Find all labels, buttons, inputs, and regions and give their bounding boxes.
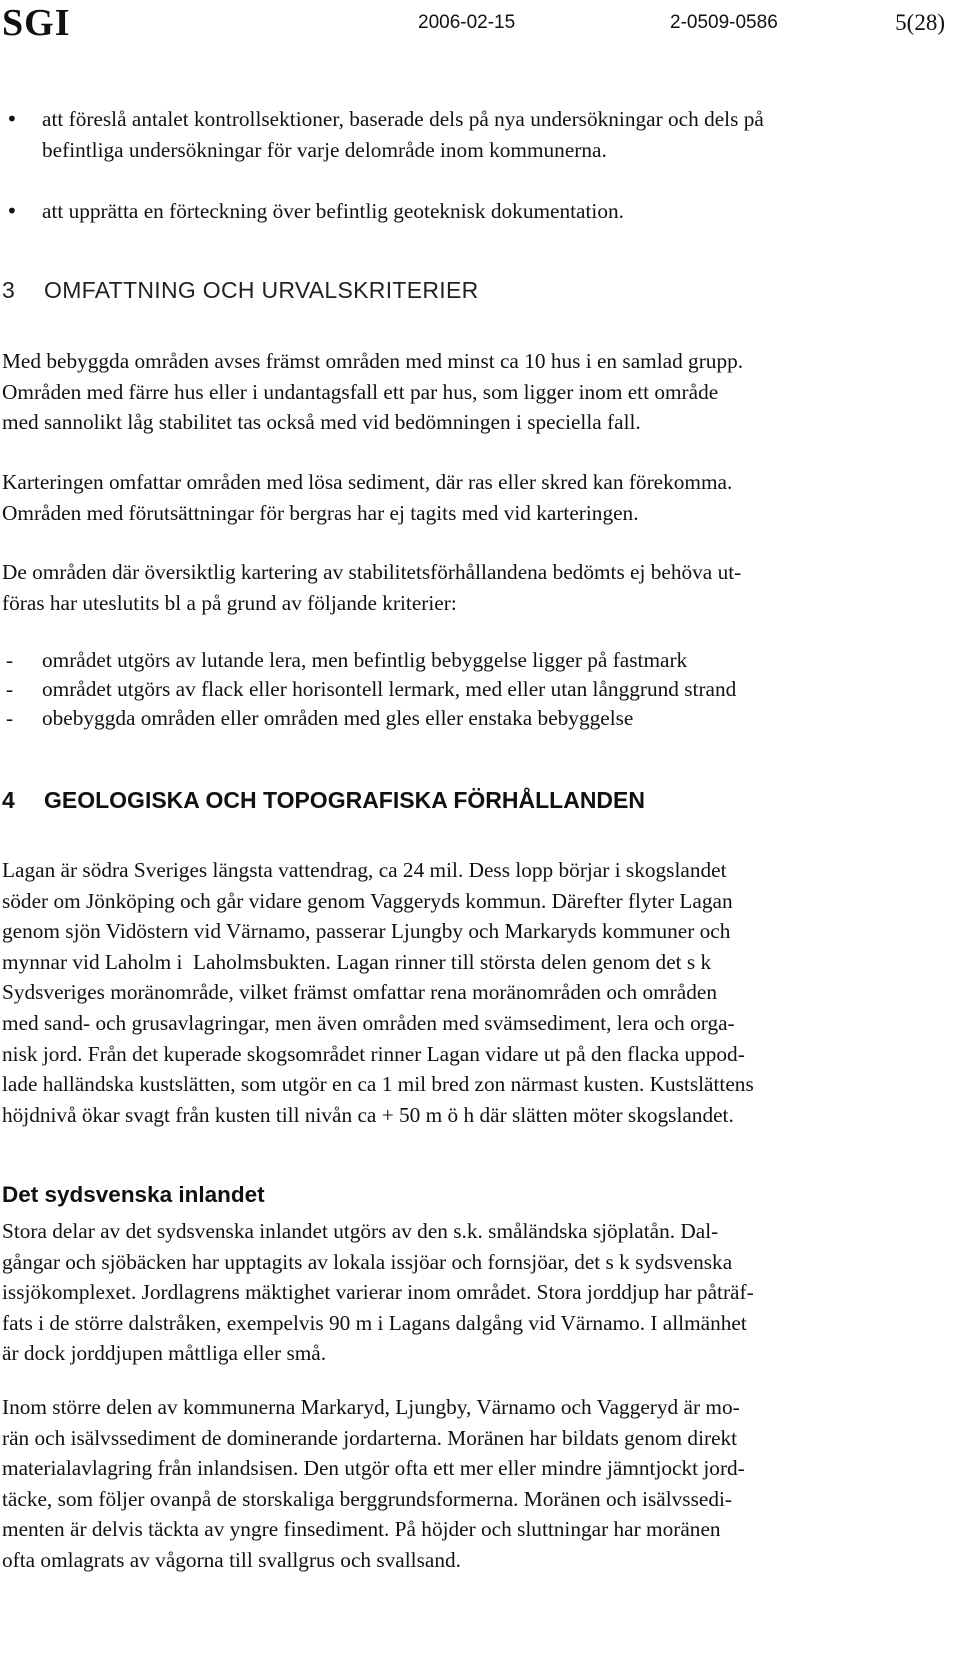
document-date: 2006-02-15 <box>418 12 516 33</box>
bullet-icon: • <box>6 199 18 223</box>
paragraph: Stora delar av det sydsvenska inlandet utgörs av den s.k. småländska sjöplatån. Dal- gångar och sjöbäcken har upptagits av lokala issjöar och fornsjöar, det s k sydsvenska issjökomplexet. Jordlagrens mäktighet varierar inom området. Stora jorddjup har påträf- fats i de större dalstråken, exempelvis 90 m i Lagans dalgång vid Värnamo. I allmänhet är dock jorddjupen måttliga eller små. <box>2 1219 754 1366</box>
bullet-text: att föreslå antalet kontrollsektioner, baserade dels på nya undersökningar och dels på befintliga undersökningar för varje delområde inom kommunerna. <box>42 107 764 162</box>
section-title: GEOLOGISKA OCH TOPOGRAFISKA FÖRHÅLLANDEN <box>44 787 645 813</box>
dash-marker: - <box>6 677 14 701</box>
section-number: 4 <box>2 787 15 813</box>
subsection-heading: Det sydsvenska inlandet <box>2 1182 265 1207</box>
dash-marker: - <box>6 648 14 672</box>
criteria-text: obebyggda områden eller områden med gles eller enstaka bebyggelse <box>42 706 634 730</box>
section-number: 3 <box>2 277 15 303</box>
paragraph: Inom större delen av kommunerna Markaryd, Ljungby, Värnamo och Vaggeryd är mo- rän och isälvssediment de dominerande jordarterna. Moränen har bildats genom direkt materialavlagring från inlandsisen. Den utgör ofta ett mer eller mindre jämntjockt jord- täcke, som följer ovanpå de storskaliga berggrundsformerna. Moränen och isälvssedi- menten är delvis täckta av yngre finsediment. På höjder och sluttningar har moränen ofta omlagrats av vågorna till svallgrus och svallsand. <box>2 1395 745 1572</box>
paragraph: Med bebyggda områden avses främst områden med minst ca 10 hus i en samlad grupp. Områden med färre hus eller i undantagsfall ett par hus, som ligger inom ett område med sannolikt låg stabilitet tas också med vid bedömningen i speciella fall. <box>2 349 744 435</box>
page-number: 5(28) <box>895 10 945 35</box>
bullet-text: att upprätta en förteckning över befintlig geoteknisk dokumentation. <box>42 199 624 223</box>
document-reference: 2-0509-0586 <box>670 12 778 33</box>
paragraph: De områden där översiktlig kartering av stabilitetsförhållandena bedömts ej behöva ut- föras har uteslutits bl a på grund av följande kriterier: <box>2 560 742 615</box>
criteria-text: området utgörs av lutande lera, men befintlig bebyggelse ligger på fastmark <box>42 648 688 672</box>
section-title: OMFATTNING OCH URVALSKRITERIER <box>44 277 479 303</box>
paragraph: Karteringen omfattar områden med lösa sediment, där ras eller skred kan förekomma. Områden med förutsättningar för bergras har ej tagits med vid karteringen. <box>2 470 733 525</box>
criteria-text: området utgörs av flack eller horisontell lermark, med eller utan långgrund strand <box>42 677 737 701</box>
dash-marker: - <box>6 706 14 730</box>
page-header <box>0 0 960 50</box>
sgi-logo: SGI <box>2 2 71 44</box>
paragraph: Lagan är södra Sveriges längsta vattendrag, ca 24 mil. Dess lopp börjar i skogslandet söder om Jönköping och går vidare genom Vaggeryds kommun. Därefter flyter Lagan genom sjön Vidöstern vid Värnamo, passerar Ljungby och Markaryds kommuner och mynnar vid Laholm i Laholmsbukten. Lagan rinner till största delen genom det s k Sydsveriges moränområde, vilket främst omfattar rena moränområden och områden med sand- och grusavlagringar, men även områden med svämsediment, lera och orga- nisk jord. Från det kuperade skogsområdet rinner Lagan vidare ut på den flacka uppod- lade halländska kustslätten, som utgör en ca 1 mil bred zon närmast kusten. Kustslättens höjdnivå ökar svagt från kusten till nivån ca + 50 m ö h där slätten möter skogslandet. <box>2 858 754 1127</box>
bullet-icon: • <box>6 107 18 131</box>
